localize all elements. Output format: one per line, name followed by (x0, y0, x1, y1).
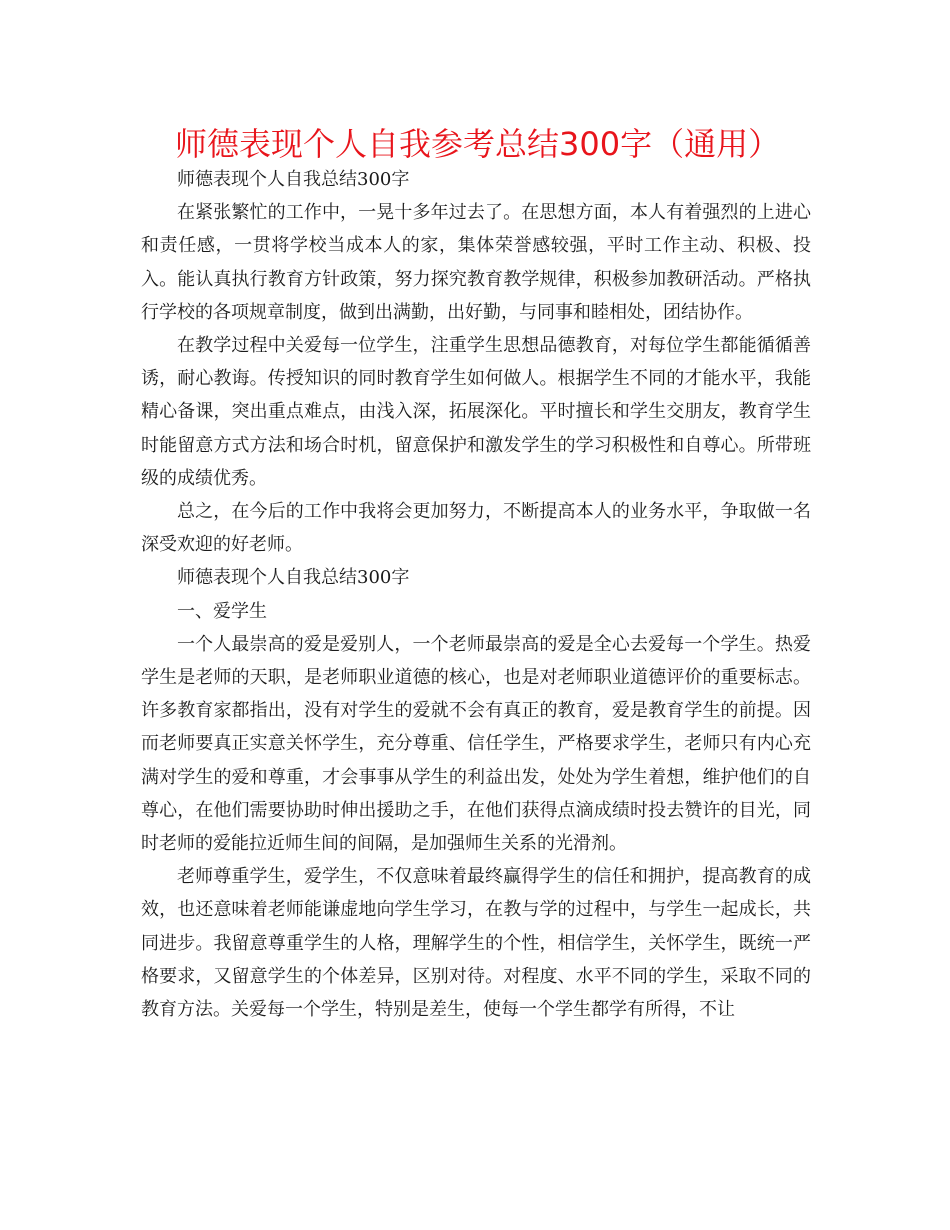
paragraph-1: 在紧张繁忙的工作中，一晃十多年过去了。在思想方面，本人有着强烈的上进心和责任感，一贯将学校当成本人的家，集体荣誉感较强，平时工作主动、积极、投入。能认真执行教育方针政策，努力探究教育教学规律，积极参加教研活动。严格执行学校的各项规章制度，做到出满勤，出好勤，与同事和睦相处，团结协作。 (141, 202, 811, 323)
paragraph-2: 在教学过程中关爱每一位学生，注重学生思想品德教育，对每位学生都能循循善诱，耐心教诲。传授知识的同时教育学生如何做人。根据学生不同的才能水平，我能精心备课，突出重点难点，由浅入深，拓展深化。平时擅长和学生交朋友，教育学生时能留意方式方法和场合时机，留意保护和激发学生的学习积极性和自尊心。所带班级的成绩优秀。 (141, 335, 811, 489)
paragraph-3: 总之，在今后的工作中我将会更加努力，不断提高本人的业务水平，争取做一名深受欢迎的好老师。 (141, 501, 811, 556)
paragraph-5: 老师尊重学生，爱学生，不仅意味着最终赢得学生的信任和拥护，提高教育的成效，也还意味着老师能谦虚地向学生学习，在教与学的过程中，与学生一起成长，共同进步。我留意尊重学生的人格，理解学生的个性，相信学生，关怀学生，既统一严格要求，又留意学生的个体差异，区别对待。对程度、水平不同的学生，采取不同的教育方法。关爱每一个学生，特别是差生，使每一个学生都学有所得，不让 (141, 866, 811, 1021)
document-body (141, 163, 811, 1026)
section-heading-2: 师德表现个人自我总结300字 (177, 567, 410, 589)
subsection-heading-love-students: 一、爱学生 (177, 600, 267, 622)
section-heading-1: 师德表现个人自我总结300字 (177, 169, 410, 190)
paragraph-4: 一个人最崇高的爱是爱别人，一个老师最崇高的爱是全心去爱每一个学生。热爱学生是老师的天职，是老师职业道德的核心，也是对老师职业道德评价的重要标志。许多教育家都指出，没有对学生的爱就不会有真正的教育，爱是教育学生的前提。因而老师要真正实意关怀学生，充分尊重、信任学生，严格要求学生，老师只有内心充满对学生的爱和尊重，才会事事从学生的利益出发，处处为学生着想，维护他们的自尊心，在他们需要协助时伸出援助之手，在他们获得点滴成绩时投去赞许的目光，同时老师的爱能拉近师生间的间隔，是加强师生关系的光滑剂。 (141, 633, 811, 855)
document-title: 师德表现个人自我参考总结300字（通用） (175, 125, 781, 163)
